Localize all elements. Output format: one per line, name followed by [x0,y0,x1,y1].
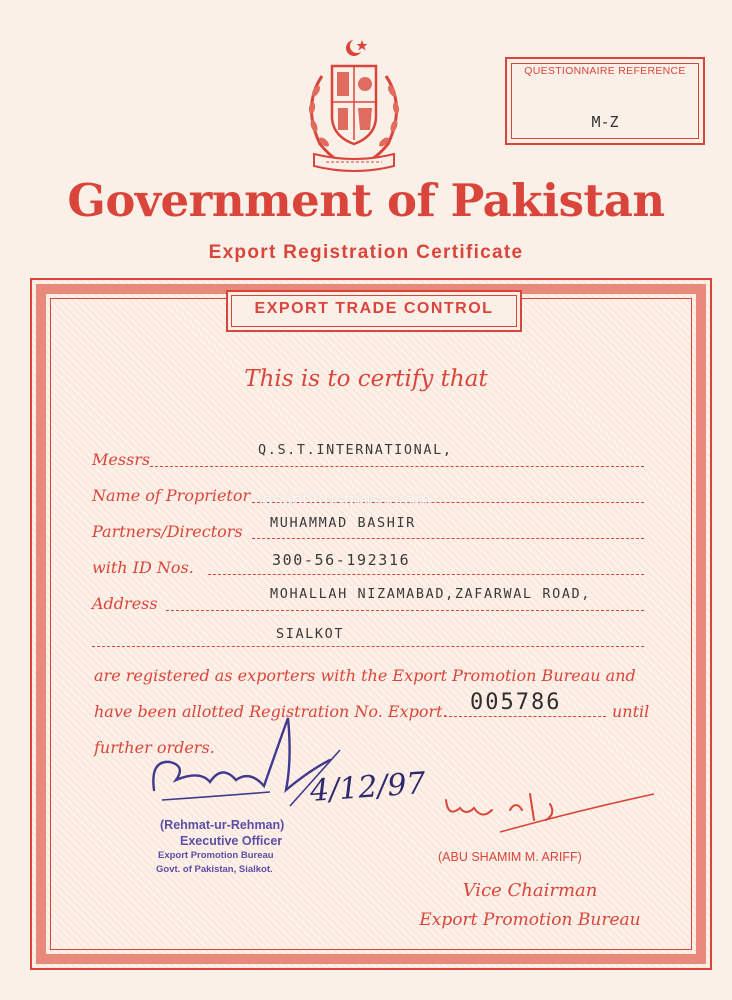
body-line-3: further orders. [94,738,215,757]
export-trade-control-tab [226,290,522,332]
body-line-2-prefix: have been allotted Registration No. Export. [94,702,448,721]
right-signatory-org: Export Promotion Bureau [419,910,641,930]
state-emblem-icon [292,36,416,176]
partners-value: MUHAMMAD BASHIR [270,515,416,531]
frame-inner-border [50,298,692,950]
address-line-2 [92,646,644,647]
right-signature-icon [430,780,660,850]
left-signatory-org: Export Promotion Bureau [158,850,274,861]
address-label: Address [92,594,158,613]
left-signature-icon [140,700,410,830]
questionnaire-reference-label: QUESTIONNAIRE REFERENCE [524,65,686,77]
address-line-1 [166,610,644,611]
proprietor-label: Name of Proprietor [92,486,251,505]
watermark: qstint.trustpass.com [262,490,431,511]
government-title: Government of Pakistan [67,174,665,227]
address-value-2: SIALKOT [276,626,345,642]
messrs-line [150,466,644,467]
certificate-subtitle: Export Registration Certificate [208,242,524,263]
messrs-value: Q.S.T.INTERNATIONAL, [258,442,453,458]
partners-label: Partners/Directors [92,522,243,541]
partners-line [252,538,644,539]
registration-line [444,716,606,717]
body-line-1: are registered as exporters with the Export Promotion Bureau and [94,666,636,685]
id-line [208,574,644,575]
id-value: 300-56-192316 [272,551,411,569]
left-signatory-title: Executive Officer [180,834,283,848]
questionnaire-reference-value: M-Z [591,113,619,131]
body-line-2-suffix: until [612,702,650,721]
left-signatory-name: (Rehmat-ur-Rehman) [160,818,285,832]
registration-number: 005786 [470,690,562,715]
questionnaire-reference-box [505,57,705,145]
messrs-label: Messrs [92,450,151,469]
left-signatory-place: Govt. of Pakistan, Sialkot. [156,864,273,875]
right-signatory-title: Vice Chairman [462,880,598,901]
certify-heading: This is to certify that [244,366,488,392]
id-label: with ID Nos. [92,558,194,577]
right-signatory-name: (ABU SHAMIM M. ARIFF) [438,850,582,864]
signature-date: 4/12/97 [308,766,427,809]
export-trade-control-label: EXPORT TRADE CONTROL [254,300,494,317]
address-value-1: MOHALLAH NIZAMABAD,ZAFARWAL ROAD, [270,586,592,602]
